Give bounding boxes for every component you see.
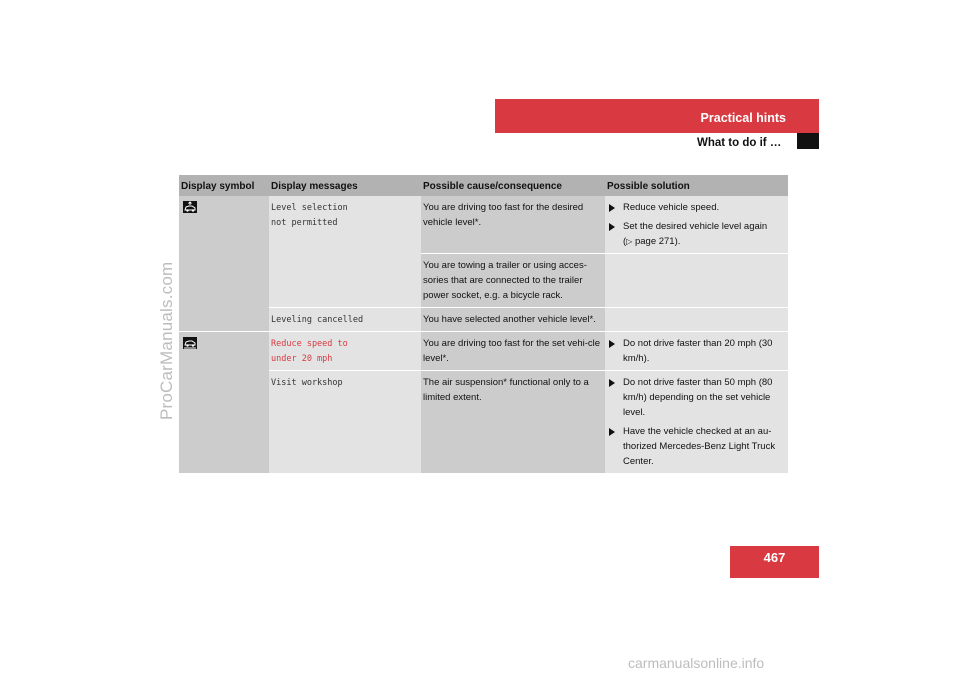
cause-cell [421,254,605,308]
solution-cell [605,371,788,474]
message-cell [269,332,421,371]
bullet-triangle-icon [609,204,615,212]
solution-item: Do not drive faster than 20 mph (30 km/h). [607,336,786,366]
solution-cell [605,254,788,308]
cause-cell [421,332,605,371]
display-message: Leveling cancelled [271,315,364,325]
cause-cell [421,371,605,474]
cause-text: You are towing a trailer or using acces-sories that are connected to the trailer power socket, e.g. a bicycle rack. [423,260,587,301]
display-message: Visit workshop [271,378,343,388]
display-messages-table [179,175,788,474]
vehicle-level-icon [183,201,197,213]
page-number-box [730,546,819,578]
display-message: Reduce speed to under 20 mph [271,339,348,364]
subsection-title: What to do if … [697,137,782,149]
solution-cell [605,308,788,332]
solution-cell [605,332,788,371]
cause-cell [421,196,605,254]
page-reference-link[interactable]: page 271). [634,236,681,247]
bullet-triangle-icon [609,340,615,348]
solution-item: Do not drive faster than 50 mph (80 km/h) depending on the set vehicle level. [607,375,786,420]
column-header: Display symbol [179,175,269,196]
table-row [179,332,788,371]
display-message: Level selection not permitted [271,203,348,228]
cause-text: The air suspension* functional only to a limited extent. [423,377,589,403]
watermark-procarmanuals: ProCarManuals.com [157,261,176,420]
bullet-triangle-icon [609,223,615,231]
suspension-warning-icon [183,337,197,349]
cause-text: You are driving too fast for the desired vehicle level*. [423,202,584,228]
page-number: 467 [763,550,786,565]
symbol-cell [179,196,269,332]
solution-item: Have the vehicle checked at an au-thorized Mercedes-Benz Light Truck Center. [607,424,786,469]
watermark-carmanualsonline: carmanualsonline.info [628,655,765,671]
solution-item: Reduce vehicle speed. [607,200,786,215]
cause-text: You have selected another vehicle level*. [423,314,596,325]
header-marker-block [797,133,819,149]
cause-text: You are driving too fast for the set vehi-cle level*. [423,338,601,364]
message-cell [269,308,421,332]
bullet-triangle-icon [609,379,615,387]
bullet-triangle-icon [609,428,615,436]
cause-cell [421,308,605,332]
section-header-bar [495,99,819,133]
column-header: Possible solution [605,175,788,196]
section-title: Practical hints [700,111,786,125]
table-row [179,196,788,254]
page-reference-icon: ▷ [626,237,633,246]
message-cell [269,371,421,474]
symbol-cell [179,332,269,474]
solution-cell [605,196,788,254]
message-cell [269,196,421,308]
column-header: Display messages [269,175,421,196]
table-header-row [179,175,788,196]
column-header: Possible cause/consequence [421,175,605,196]
table-row [179,308,788,332]
table-row [179,371,788,474]
solution-item: Set the desired vehicle level again (▷ page 271). [607,219,786,249]
